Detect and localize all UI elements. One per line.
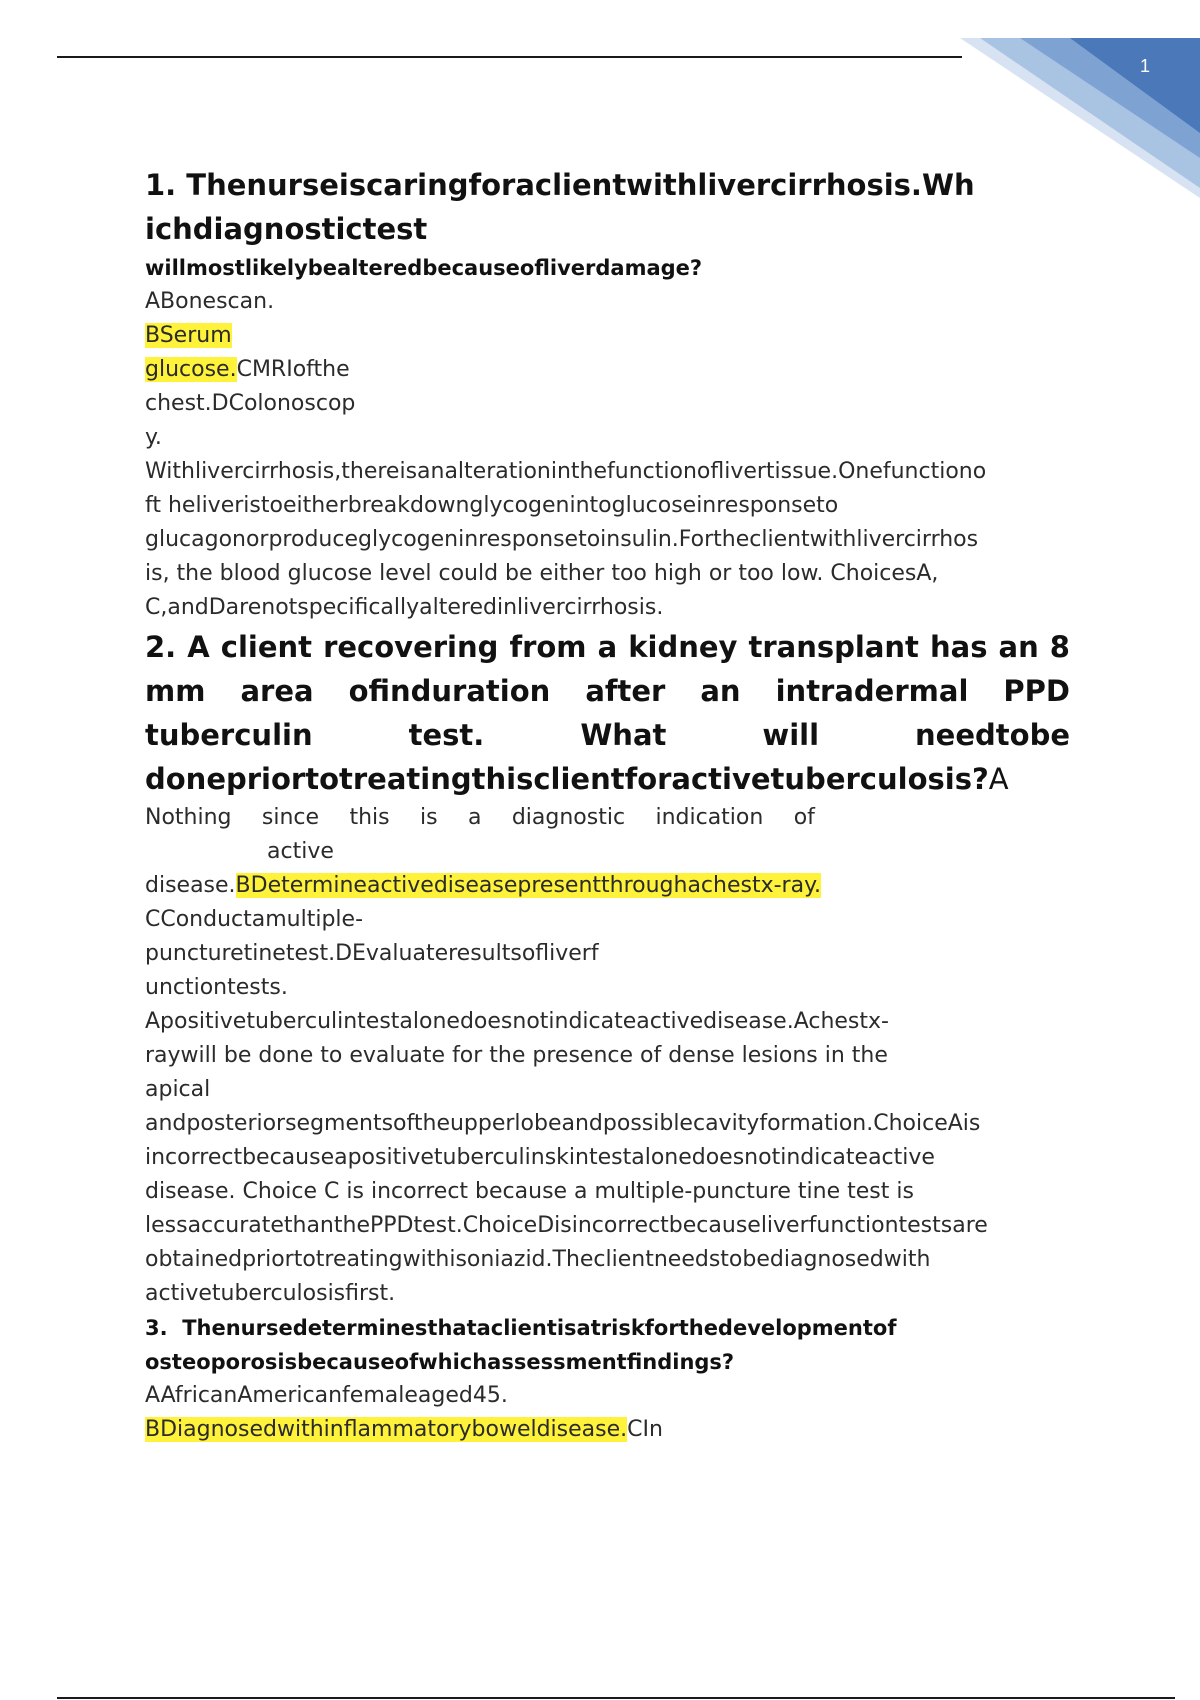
question-2-option-a-end: disease. — [145, 873, 236, 898]
option-word: indication — [655, 805, 764, 830]
rationale-line: Apositivetuberculintestalonedoesnotindicateactivedisease.Achestx- — [145, 1009, 889, 1034]
rationale-line: activetuberculosisfirst. — [145, 1281, 396, 1306]
question-3 — [145, 1311, 1070, 1447]
question-1 — [145, 163, 1070, 625]
question-1-heading — [145, 163, 1070, 251]
highlighted-answer: glucose. — [145, 357, 237, 382]
page-number: 1 — [1140, 56, 1151, 76]
rationale-line: raywill be done to evaluate for the presence of dense lesions in the — [145, 1043, 888, 1068]
question-3-heading-line: osteoporosisbecauseofwhichassessmentfindings? — [145, 1350, 735, 1374]
question-2-option-a — [145, 801, 815, 835]
rationale-line: lessaccuratethanthePPDtest.ChoiceDisincorrectbecauseliverfunctiontestsare — [145, 1213, 988, 1238]
rationale-line: is, the blood glucose level could be either too high or too low. ChoicesA, — [145, 561, 939, 586]
question-2 — [145, 625, 1070, 1311]
document-content — [145, 163, 1070, 1447]
option-word: since — [261, 805, 320, 830]
question-1-rationale — [145, 455, 1070, 625]
rationale-line: incorrectbecauseapositivetuberculinskintestalonedoesnotindicateactive — [145, 1145, 935, 1170]
option-word: is — [420, 805, 438, 830]
question-3-option-b-line — [145, 1413, 1070, 1447]
question-2-option-a-cont: active — [267, 839, 334, 864]
question-1-option-c-cont: chest.DColonoscop — [145, 391, 356, 416]
question-1-option-b-line — [145, 353, 1070, 387]
question-2-rationale — [145, 1005, 1070, 1311]
question-2-heading-line — [145, 757, 1070, 801]
question-1-option-d-cont: y. — [145, 425, 162, 450]
rationale-line: ft heliveristoeitherbreakdownglycogenintoglucoseinresponseto — [145, 493, 839, 518]
question-1-option-c: CMRIofthe — [236, 357, 350, 382]
question-2-option-d-cont: unctiontests. — [145, 975, 288, 1000]
question-2-heading-text: donepriortotreatingthisclientforactivetuberculosis? — [145, 762, 989, 796]
question-3-option-c-start: CIn — [627, 1417, 663, 1442]
question-1-option-a: ABonescan. — [145, 289, 275, 314]
highlighted-answer: BDetermineactivediseasepresentthroughachestx-ray. — [235, 873, 821, 898]
question-2-option-c: CConductamultiple- — [145, 907, 364, 932]
option-word: Nothing — [145, 805, 232, 830]
rationale-line: disease. Choice C is incorrect because a multiple-puncture tine test is — [145, 1179, 914, 1204]
question-2-option-b-line — [145, 869, 1070, 903]
highlighted-answer: BDiagnosedwithinflammatoryboweldisease. — [145, 1417, 628, 1442]
question-2-heading-line: tuberculin test. What will needtobe — [145, 718, 1070, 752]
rationale-line: Withlivercirrhosis,thereisanalterationinthefunctionoflivertissue.Onefunctiono — [145, 459, 987, 484]
option-word: a — [467, 805, 482, 830]
question-3-option-a: AAfricanAmericanfemaleaged45. — [145, 1383, 508, 1408]
footer-rule — [57, 1697, 1175, 1699]
question-1-option-b-line — [145, 319, 1070, 353]
question-2-option-a-letter: A — [988, 762, 1009, 796]
option-word: of — [793, 805, 815, 830]
question-2-heading-line: 2. A client recovering from a kidney transplant has an 8 — [145, 630, 1070, 664]
question-1-heading-line: 1. Thenurseiscaringforaclientwithlivercirrhosis.Wh — [145, 168, 975, 202]
question-1-heading-line: ichdiagnostictest — [145, 212, 428, 246]
rationale-line: obtainedpriortotreatingwithisoniazid.Theclientneedstobediagnosedwith — [145, 1247, 931, 1272]
rationale-line: glucagonorproduceglycogeninresponsetoinsulin.Fortheclientwithlivercirrhos — [145, 527, 979, 552]
option-word: this — [349, 805, 390, 830]
question-2-heading-line: mm area ofinduration after an intradermal PPD — [145, 674, 1070, 708]
option-word: diagnostic — [511, 805, 626, 830]
rationale-line: apical — [145, 1077, 211, 1102]
highlighted-answer: BSerum — [145, 323, 232, 348]
header-rule — [57, 56, 962, 58]
question-1-subheading: willmostlikelybealteredbecauseofliverdamage? — [145, 256, 703, 280]
rationale-line: andposteriorsegmentsoftheupperlobeandpossiblecavityformation.ChoiceAis — [145, 1111, 981, 1136]
question-3-heading-line: 3. Thenursedeterminesthataclientisatriskforthedevelopmentof — [145, 1316, 897, 1340]
rationale-line: C,andDarenotspecificallyalteredinlivercirrhosis. — [145, 595, 664, 620]
question-2-heading — [145, 625, 1070, 801]
question-2-option-c-cont: puncturetinetest.DEvaluateresultsofliverf — [145, 941, 599, 966]
